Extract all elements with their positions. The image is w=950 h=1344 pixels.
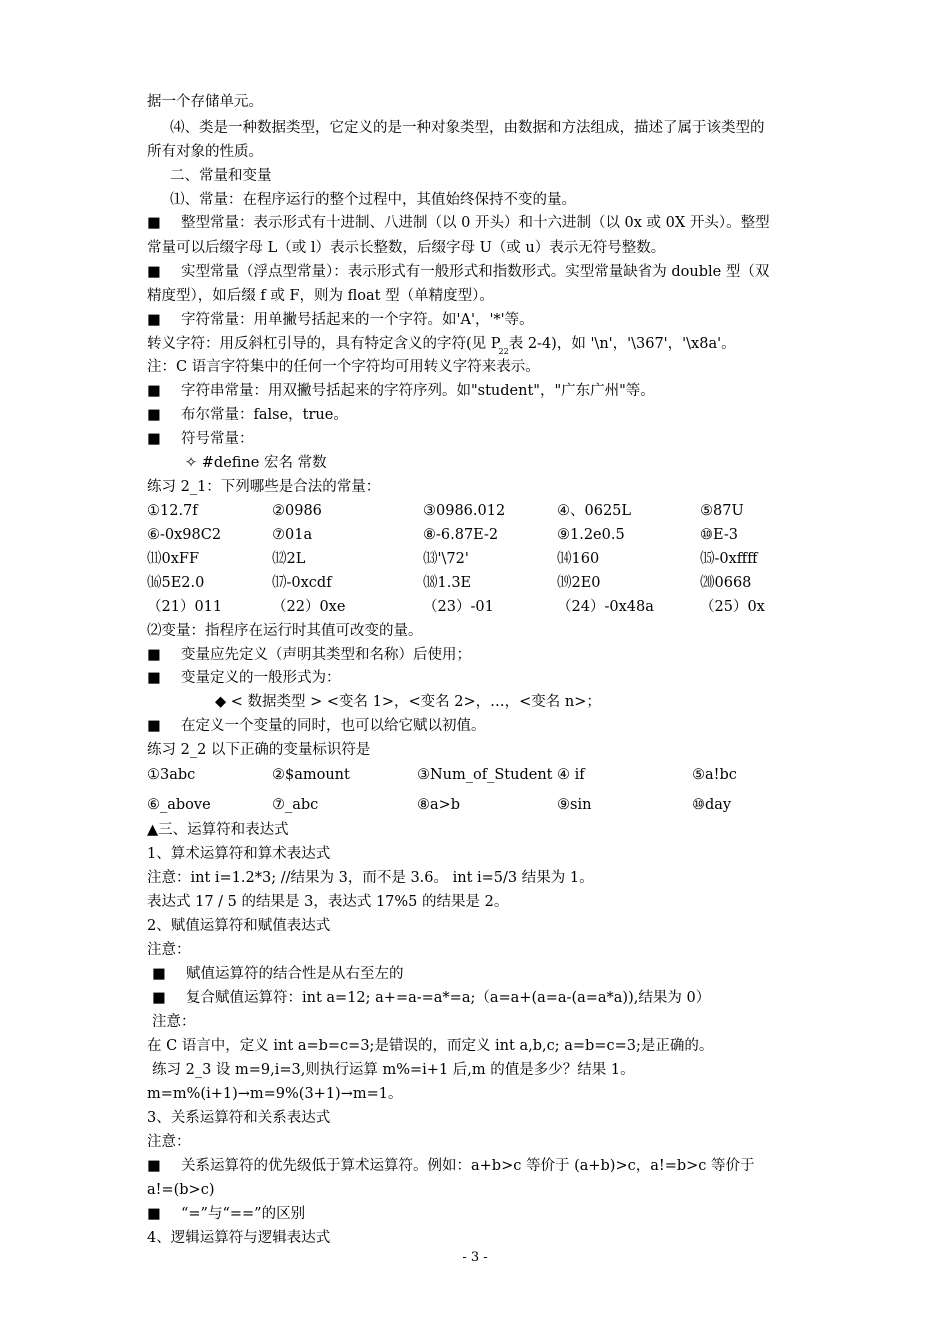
exercise-option: ④ if xyxy=(557,767,585,783)
exercise-option: ⒀'\72' xyxy=(423,551,469,567)
exercise-option: ⑧-6.87E-2 xyxy=(423,527,499,543)
exercise-option: ①3abc xyxy=(147,767,196,783)
exercise-option: （22）0xe xyxy=(272,599,346,615)
exercise-option: ⑤a!bc xyxy=(692,767,737,783)
bullet-item: ■ 符号常量： xyxy=(147,431,254,447)
exercise-heading: 练习 2_3 设 m=9,i=3,则执行运算 m%=i+1 后,m 的值是多少？结果 1。 xyxy=(152,1062,635,1078)
bullet-icon: ■ xyxy=(147,1206,161,1222)
bullet-item: ■ 在定义一个变量的同时，也可以给它赋以初值。 xyxy=(147,718,486,734)
text-line: 注意：int i=1.2*3; //结果为 3，而不是 3.6。 int i=5/3 结果为 1。 xyxy=(147,870,594,886)
exercise-option: ⑦01a xyxy=(272,527,313,543)
exercise-option: ⑾0xFF xyxy=(147,551,200,567)
text-line: 注意： xyxy=(152,1014,196,1030)
exercise-option: ②$amount xyxy=(272,767,350,783)
text-line: 所有对象的性质。 xyxy=(147,144,263,160)
bullet-icon: ■ xyxy=(152,990,166,1006)
exercise-option: ⒅1.3E xyxy=(423,575,472,591)
bullet-icon: ■ xyxy=(147,264,161,280)
bullet-icon: ■ xyxy=(147,718,161,734)
text-line: ⑵变量：指程序在运行时其值可改变的量。 xyxy=(147,623,423,639)
exercise-option: ⑨1.2e0.5 xyxy=(557,527,625,543)
bullet-item: ■ “=”与“==”的区别 xyxy=(147,1206,306,1222)
bullet-item: ■ 复合赋值运算符：int a=12; a+=a-=a*=a;（a=a+(a=a-(a=a*a)),结果为 0） xyxy=(152,990,711,1006)
bullet-icon: ■ xyxy=(147,312,161,328)
exercise-option: （25）0x xyxy=(700,599,765,615)
exercise-option: ⑿2L xyxy=(272,551,306,567)
bullet-item: ■ 整型常量：表示形式有十进制、八进制（以 0 开头）和十六进制（以 0x 或 0X 开头）。整型 xyxy=(147,215,770,231)
exercise-option: ⑩E-3 xyxy=(700,527,738,543)
exercise-option: ①12.7f xyxy=(147,503,198,519)
exercise-option: ⑧a>b xyxy=(417,797,461,813)
subsection-heading: 4、逻辑运算符与逻辑表达式 xyxy=(147,1230,331,1246)
subsection-heading: 2、赋值运算符和赋值表达式 xyxy=(147,918,331,934)
exercise-heading: 练习 2_1：下列哪些是合法的常量： xyxy=(147,479,381,495)
exercise-option: ⑦_abc xyxy=(272,797,319,813)
bullet-item: ■ 字符串常量：用双撇号括起来的字符序列。如"student"，"广东广州"等。 xyxy=(147,383,655,399)
exercise-option: （24）-0x48a xyxy=(557,599,654,615)
text-line: 表达式 17 / 5 的结果是 3，表达式 17%5 的结果是 2。 xyxy=(147,894,509,910)
exercise-option: ⑨sin xyxy=(557,797,592,813)
text-line: ✧ #define 宏名 常数 xyxy=(185,455,327,471)
text-line: 在 C 语言中，定义 int a=b=c=3;是错误的，而定义 int a,b,c; a=b=c=3;是正确的。 xyxy=(147,1038,714,1054)
bullet-icon: ■ xyxy=(152,966,166,982)
text-line: 注：C 语言字符集中的任何一个字符均可用转义字符来表示。 xyxy=(147,359,540,375)
bullet-icon: ■ xyxy=(147,670,161,686)
bullet-icon: ■ xyxy=(147,647,161,663)
bullet-item: ■ 实型常量（浮点型常量）：表示形式有一般形式和指数形式。实型常量缺省为 double 型（双 xyxy=(147,264,770,280)
page-number: - 3 - xyxy=(462,1250,488,1265)
exercise-option: ⒇0668 xyxy=(700,575,752,591)
exercise-option: ④、0625L xyxy=(557,503,632,519)
bullet-icon: ■ xyxy=(147,215,161,231)
exercise-option: （21）011 xyxy=(147,599,223,615)
bullet-item: ■ 变量定义的一般形式为： xyxy=(147,670,341,686)
bullet-item: ■ 赋值运算符的结合性是从右至左的 xyxy=(152,966,404,982)
text-line: 精度型），如后缀 f 或 F，则为 float 型（单精度型）。 xyxy=(147,288,494,304)
exercise-heading: 练习 2_2 以下正确的变量标识符是 xyxy=(147,742,371,758)
text-line: ◆ < 数据类型 > <变名 1>，<变名 2>，…，<变名 n>； xyxy=(215,694,601,710)
section-heading: 二、常量和变量 xyxy=(170,168,272,184)
text-line: ⑴、常量：在程序运行的整个过程中，其值始终保持不变的量。 xyxy=(170,192,576,208)
exercise-option: ③Num_of_Student xyxy=(417,767,553,783)
bullet-item: ■ 布尔常量：false，true。 xyxy=(147,407,348,423)
exercise-option: ②0986 xyxy=(272,503,322,519)
subsection-heading: 3、关系运算符和关系表达式 xyxy=(147,1110,331,1126)
bullet-icon: ■ xyxy=(147,1158,161,1174)
bullet-item: ■ 字符常量：用单撇号括起来的一个字符。如'A'，'*'等。 xyxy=(147,312,534,328)
exercise-option: ⑩day xyxy=(692,797,732,813)
text-line: a!=(b>c) xyxy=(147,1182,215,1198)
exercise-option: ③0986.012 xyxy=(423,503,506,519)
exercise-option: ⑤87U xyxy=(700,503,744,519)
text-line: ⑷、类是一种数据类型，它定义的是一种对象类型，由数据和方法组成，描述了属于该类型的 xyxy=(170,120,765,136)
section-heading: ▲三、运算符和表达式 xyxy=(147,822,289,838)
text-line: m=m%(i+1)→m=9%(3+1)→m=1。 xyxy=(147,1086,403,1102)
exercise-option: （23）-01 xyxy=(423,599,494,615)
text-line: 注意： xyxy=(147,1134,191,1150)
exercise-option: ⒄-0xcdf xyxy=(272,575,332,591)
bullet-item: ■ 变量应先定义（声明其类型和名称）后使用； xyxy=(147,647,471,663)
subsection-heading: 1、算术运算符和算术表达式 xyxy=(147,846,331,862)
exercise-option: ⒆2E0 xyxy=(557,575,601,591)
bullet-item: ■ 关系运算符的优先级低于算术运算符。例如：a+b>c 等价于 (a+b)>c，a!=b>c 等价于 xyxy=(147,1158,755,1174)
text-line: 据一个存储单元。 xyxy=(147,94,263,110)
exercise-option: ⒃5E2.0 xyxy=(147,575,205,591)
text-line: 转义字符：用反斜杠引导的，具有特定含义的字符(见 $P_{22}$表 2-4)，如 '\n'，'\367'，'\x8a'。 xyxy=(147,336,736,356)
bullet-icon: ■ xyxy=(147,407,161,423)
exercise-option: ⒁160 xyxy=(557,551,600,567)
text-line: 注意： xyxy=(147,942,191,958)
text-line: 常量可以后缀字母 L（或 l）表示长整数，后缀字母 U（或 u）表示无符号整数。 xyxy=(147,240,666,256)
bullet-icon: ■ xyxy=(147,431,161,447)
exercise-option: ⑥-0x98C2 xyxy=(147,527,222,543)
exercise-option: ⒂-0xffff xyxy=(700,551,758,567)
exercise-option: ⑥_above xyxy=(147,797,211,813)
bullet-icon: ■ xyxy=(147,383,161,399)
